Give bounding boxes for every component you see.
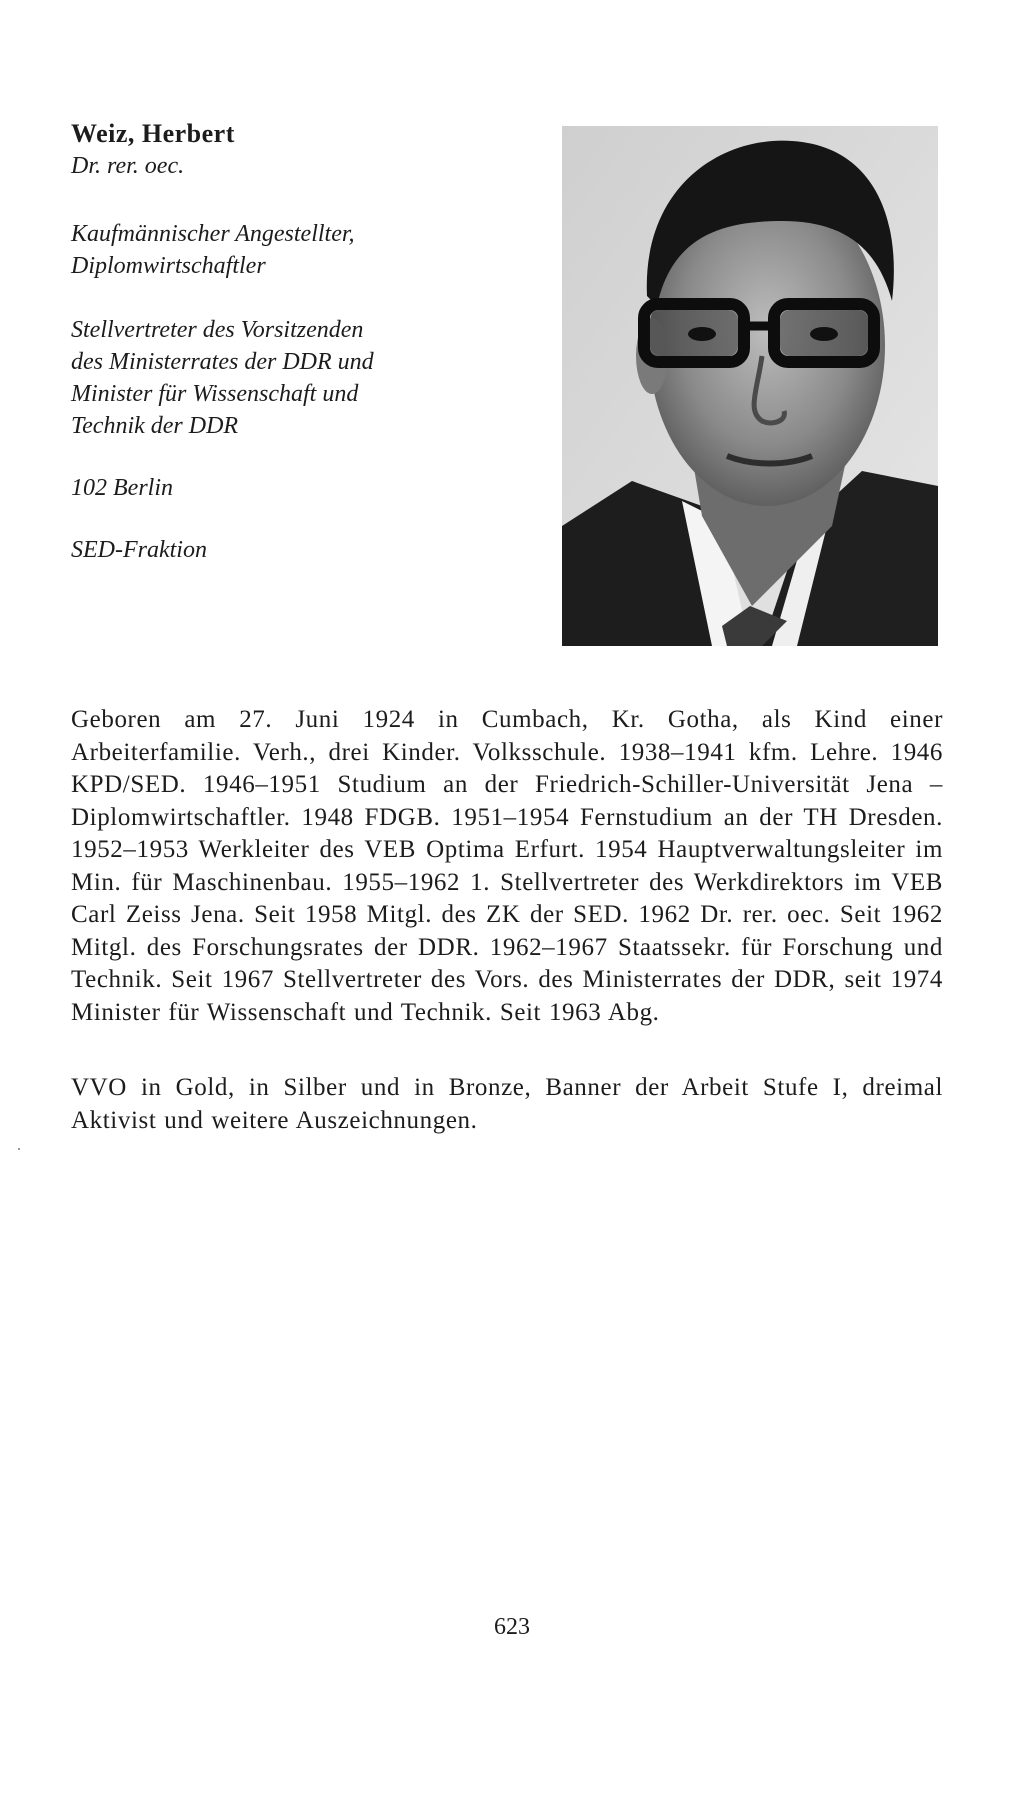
person-name: Weiz, Herbert xyxy=(71,119,235,148)
academic-degree: Dr. rer. oec. xyxy=(71,153,185,179)
position-line: des Ministerrates der DDR und xyxy=(71,349,374,375)
city: 102 Berlin xyxy=(71,475,173,501)
header-block xyxy=(71,118,511,566)
position-line: Stellvertreter des Vorsitzenden xyxy=(71,317,364,343)
occupation-line: Kaufmännischer Angestellter, xyxy=(71,221,355,247)
position-line: Minister für Wissenschaft und xyxy=(71,381,359,407)
portrait-photo xyxy=(562,126,938,646)
position-line: Technik der DDR xyxy=(71,413,239,439)
occupation xyxy=(71,218,511,282)
biography-text: Geboren am 27. Juni 1924 in Cumbach, Kr. Gotha, als Kind einer Arbeiterfamilie. Verh., drei Kinder. Volksschule. 1938–1941 kfm. Lehre. 1946 KPD/SED. 1946–1951 Studium an der Friedrich-Schiller-Universität Jena – Diplomwirtschaftler. 1948 FDGB. 1951–1954 Fernstudium an der TH Dresden. 1952–1953 Werkleiter des VEB Optima Erfurt. 1954 Hauptverwaltungsleiter im Min. für Maschinenbau. 1955–1962 1. Stellvertreter des Werkdirektors im VEB Carl Zeiss Jena. Seit 1958 Mitgl. des ZK der SED. 1962 Dr. rer. oec. Seit 1962 Mitgl. des Forschungsrates der DDR. 1962–1967 Staatssekr. für Forschung und Technik. Seit 1967 Stellvertreter des Vors. des Ministerrates der DDR, seit 1974 Minister für Wissenschaft und Technik. Seit 1963 Abg. xyxy=(71,706,943,1026)
scan-speck xyxy=(18,1148,20,1150)
portrait-illustration xyxy=(562,126,938,646)
occupation-line: Diplomwirtschaftler xyxy=(71,253,266,279)
faction: SED-Fraktion xyxy=(71,537,207,563)
position xyxy=(71,314,511,442)
awards-text: VVO in Gold, in Silber und in Bronze, Banner der Arbeit Stufe I, dreimal Aktivist und weitere Auszeichnungen. xyxy=(71,1074,943,1134)
page-number: 623 xyxy=(494,1614,530,1640)
